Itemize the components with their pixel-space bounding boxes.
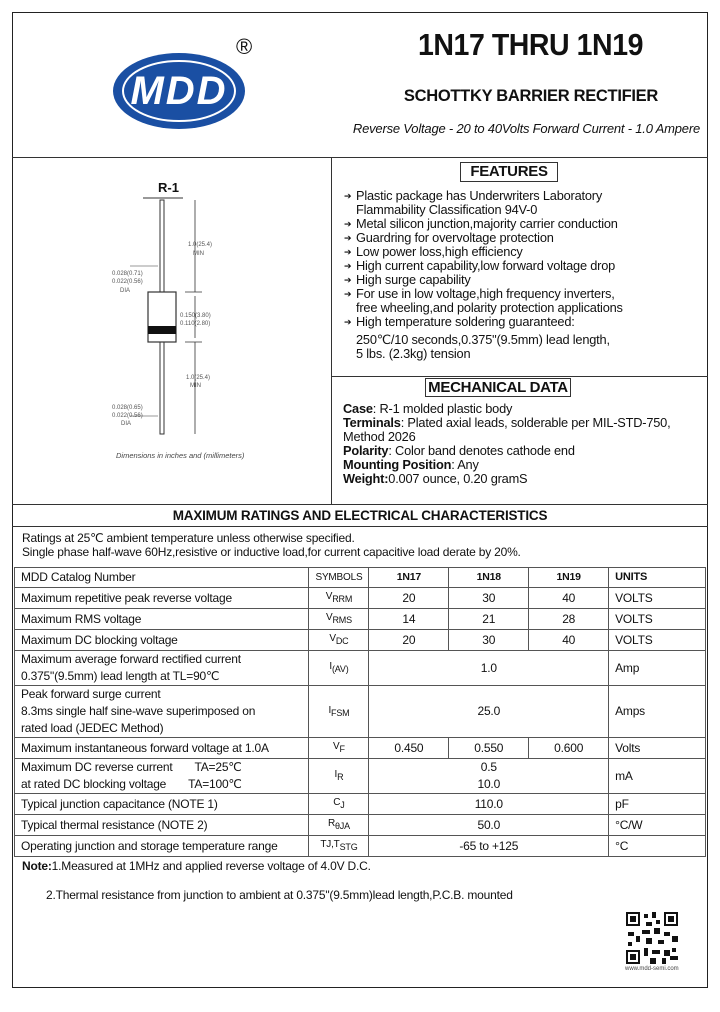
row-name: Typical thermal resistance (NOTE 2) (15, 815, 309, 836)
feature-item: 250℃/10 seconds,0.375"(9.5mm) lead length, (356, 332, 610, 347)
row-value: 40 (529, 588, 609, 609)
dim-lead-dia-2: 0.022(0.56) (112, 279, 143, 285)
row-value: 0.450 (369, 738, 449, 759)
registered-mark: ® (236, 34, 253, 59)
mech-case: Case: R-1 molded plastic body (343, 401, 513, 416)
top-column-divider (331, 157, 332, 504)
row-unit: °C (609, 836, 706, 857)
ratings-table (14, 567, 706, 857)
mech-mounting: Mounting Position: Any (343, 457, 479, 472)
row-name: Maximum average forward rectified current 0.375"(9.5mm) lead length at TL=90℃ (15, 651, 309, 686)
arrow-icon: ➔ (344, 289, 352, 299)
row-value: 30 (449, 588, 529, 609)
feature-item: Flammability Classification 94V-0 (356, 202, 538, 217)
row-name: Maximum RMS voltage (15, 609, 309, 630)
table-row (15, 588, 706, 609)
qr-url: www.mdd-semi.com (625, 966, 679, 972)
mech-weight: Weight:0.007 ounce, 0.20 gramS (343, 471, 528, 486)
row-value: 25.0 (369, 686, 609, 738)
row-unit: °C/W (609, 815, 706, 836)
header-units: UNITS (609, 568, 706, 588)
dim-lead-dia-label: DIA (120, 288, 131, 294)
table-row (15, 759, 706, 794)
dim-lead-length-min: MIN (193, 251, 204, 257)
mech-terminals-method: Method 2026 (343, 429, 416, 444)
table-row (15, 686, 706, 738)
mech-polarity: Polarity: Color band denotes cathode end (343, 443, 575, 458)
feature-item: ➔ Plastic package has Underwriters Laboratory (344, 188, 603, 203)
row-symbol: $V_{RRM}$ (309, 588, 369, 609)
ratings-line-2: Single phase half-wave 60Hz,resistive or inductive load,for current capacitive load derate by 20%. (22, 545, 521, 559)
dim-lead-length: 1.0(25.4) (188, 242, 213, 248)
table-row (15, 651, 706, 686)
dim-body-length-2: 0.110(2.80) (180, 321, 211, 327)
note-1: Note:1.Measured at 1MHz and applied reverse voltage of 4.0V D.C. (22, 859, 371, 873)
row-name: Operating junction and storage temperature range (15, 836, 309, 857)
table-row (15, 609, 706, 630)
note-2: 2.Thermal resistance from junction to ambient at 0.375"(9.5mm)lead length,P.C.B. mounted (46, 888, 513, 902)
feature-item: 5 lbs. (2.3kg) tension (356, 346, 471, 361)
header-catalog: MDD Catalog Number (15, 568, 309, 588)
table-row (15, 836, 706, 857)
arrow-icon: ➔ (344, 219, 352, 229)
package-name: R-1 (158, 180, 179, 195)
row-symbol: $C_J$ (309, 794, 369, 815)
row-symbol: $V_F$ (309, 738, 369, 759)
row-symbol: $R_{\theta JA}$ (309, 815, 369, 836)
table-row (15, 738, 706, 759)
row-name: Maximum DC blocking voltage (15, 630, 309, 651)
arrow-icon: ➔ (344, 317, 352, 327)
row-value: 40 (529, 630, 609, 651)
arrow-icon: ➔ (344, 247, 352, 257)
header-1n17: 1N17 (369, 568, 449, 588)
row-name: Typical junction capacitance (NOTE 1) (15, 794, 309, 815)
row-value: 1.0 (369, 651, 609, 686)
feature-item: ➔ For use in low voltage,high frequency inverters, (344, 286, 615, 301)
arrow-icon: ➔ (344, 261, 352, 271)
row-unit: VOLTS (609, 588, 706, 609)
table-header-row (15, 568, 706, 588)
ratings-line-1: Ratings at 25℃ ambient temperature unless otherwise specified. (22, 531, 355, 545)
row-name: Maximum repetitive peak reverse voltage (15, 588, 309, 609)
row-symbol: $I_{(AV)}$ (309, 651, 369, 686)
row-value: 28 (529, 609, 609, 630)
feature-item: ➔ High temperature soldering guaranteed: (344, 314, 575, 329)
row-value: 0.600 (529, 738, 609, 759)
row-value: 20 (369, 630, 449, 651)
logo-text: MDD (130, 69, 228, 113)
row-symbol: $TJ,T_{STG}$ (309, 836, 369, 857)
page-subtitle: SCHOTTKY BARRIER RECTIFIER (403, 87, 658, 105)
dim-body-dia-2: 0.022(0.56) (112, 413, 143, 419)
ratings-conditions (22, 531, 521, 559)
row-unit: Amp (609, 651, 706, 686)
row-symbol: $V_{DC}$ (309, 630, 369, 651)
row-symbol: $I_R$ (309, 759, 369, 794)
feature-item: ➔ High surge capability (344, 272, 471, 287)
row-unit: VOLTS (609, 630, 706, 651)
dim-lead-length-b: 1.0(25.4) (186, 375, 211, 381)
feature-item: ➔ High current capability,low forward voltage drop (344, 258, 616, 273)
table-row (15, 815, 706, 836)
top-section-divider (12, 504, 708, 505)
row-value: 50.0 (369, 815, 609, 836)
mechanical-title: MECHANICAL DATA (425, 378, 571, 397)
feature-item: ➔ Metal silicon junction,majority carrier conduction (344, 216, 618, 231)
dim-lead-dia-1: 0.028(0.71) (112, 271, 143, 277)
row-value: 30 (449, 630, 529, 651)
voltage-current-ratings: Reverse Voltage - 20 to 40Volts Forward Current - 1.0 Ampere (352, 121, 700, 136)
row-unit: Volts (609, 738, 706, 759)
features-list (344, 189, 694, 361)
dim-body-dia-1: 0.028(0.65) (112, 405, 143, 411)
qr-code (624, 910, 680, 966)
ratings-title-divider (12, 526, 708, 527)
table-row (15, 794, 706, 815)
page-title: 1N17 THRU 1N19 (418, 27, 643, 62)
arrow-icon: ➔ (344, 233, 352, 243)
ratings-title: MAXIMUM RATINGS AND ELECTRICAL CHARACTERISTICS (172, 508, 548, 523)
dim-body-dia-label: DIA (121, 421, 132, 427)
dimension-caption: Dimensions in inches and (millimeters) (116, 451, 245, 460)
row-symbol: $I_{FSM}$ (309, 686, 369, 738)
row-value: -65 to +125 (369, 836, 609, 857)
row-value: 110.0 (369, 794, 609, 815)
feature-item: ➔ Guardring for overvoltage protection (344, 230, 554, 245)
header-1n18: 1N18 (449, 568, 529, 588)
row-value: 0.5 10.0 (369, 759, 609, 794)
row-unit: mA (609, 759, 706, 794)
row-value: 14 (369, 609, 449, 630)
header-divider (12, 157, 708, 158)
feature-item: free wheeling,and polarity protection applications (356, 300, 623, 315)
header-symbols: SYMBOLS (309, 568, 369, 588)
row-unit: pF (609, 794, 706, 815)
mechanical-data (343, 402, 693, 486)
row-unit: Amps (609, 686, 706, 738)
row-value: 20 (369, 588, 449, 609)
row-value: 0.550 (449, 738, 529, 759)
row-unit: VOLTS (609, 609, 706, 630)
mdd-logo (110, 50, 248, 132)
row-name: Maximum DC reverse current TA=25℃ at rated DC blocking voltage TA=100℃ (15, 759, 309, 794)
features-title: FEATURES (460, 162, 558, 182)
arrow-icon: ➔ (344, 191, 352, 201)
features-divider (331, 376, 708, 377)
table-row (15, 630, 706, 651)
row-name: Peak forward surge current 8.3ms single half sine-wave superimposed on rated load (JEDEC Method) (15, 686, 309, 738)
header-1n19: 1N19 (529, 568, 609, 588)
dim-lead-length-b-min: MIN (190, 383, 201, 389)
feature-item: ➔ Low power loss,high efficiency (344, 244, 523, 259)
row-value: 21 (449, 609, 529, 630)
row-name: Maximum instantaneous forward voltage at 1.0A (15, 738, 309, 759)
arrow-icon: ➔ (344, 275, 352, 285)
dim-body-length-1: 0.150(3.80) (180, 313, 211, 319)
mech-terminals: Terminals: Plated axial leads, solderable per MIL-STD-750, (343, 415, 671, 430)
row-symbol: $V_{RMS}$ (309, 609, 369, 630)
